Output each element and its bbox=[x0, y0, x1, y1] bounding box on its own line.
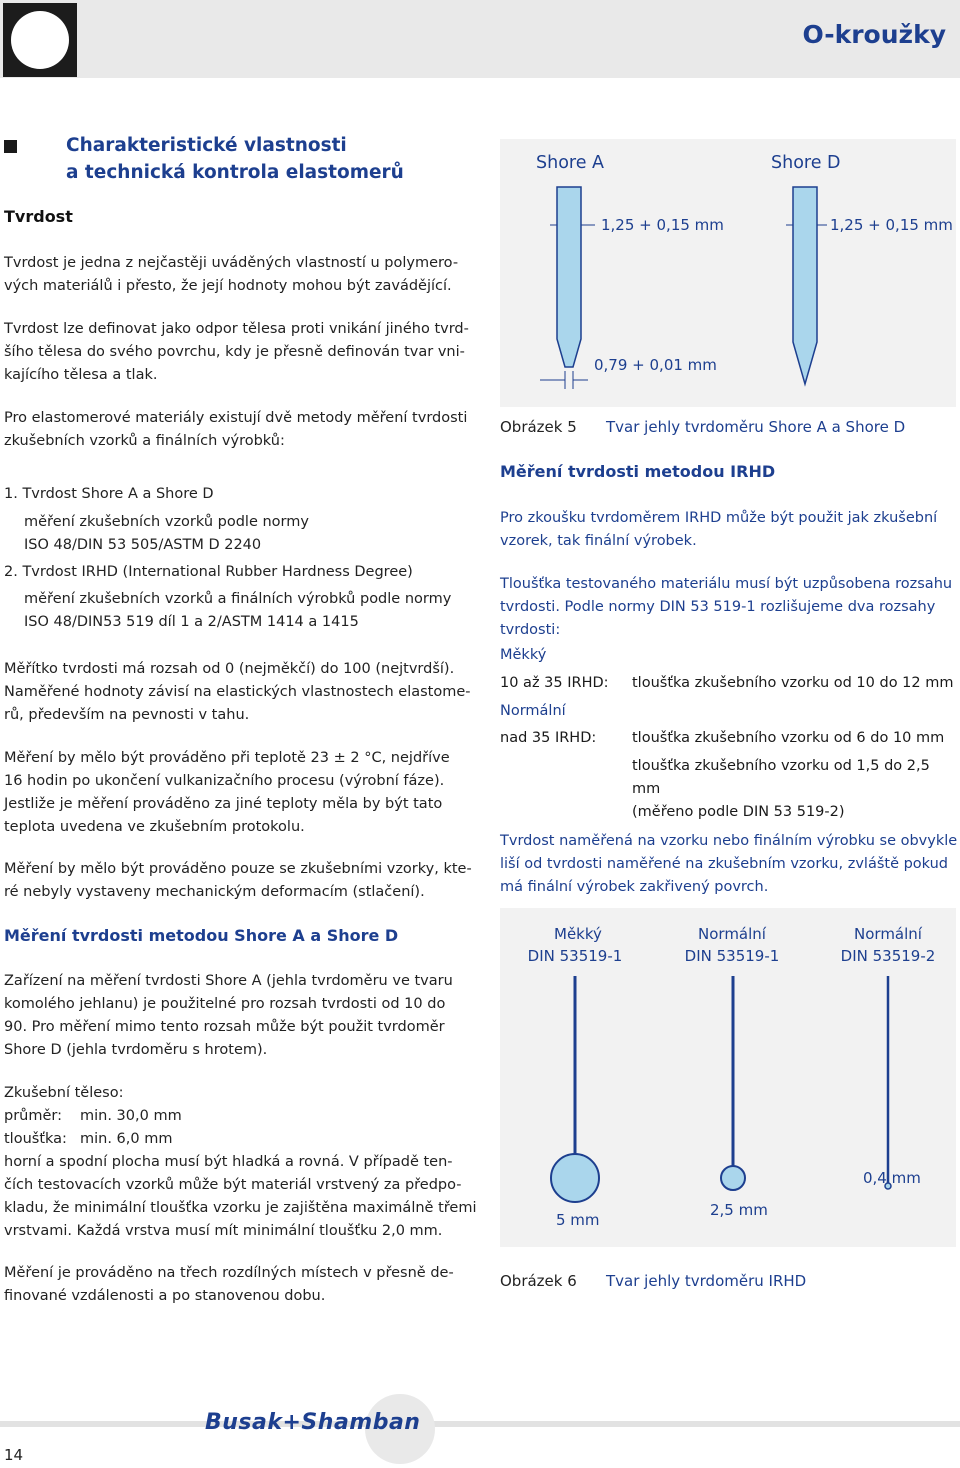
irhd-col-3-norm: DIN 53519-2 bbox=[840, 947, 936, 965]
logo-circle-icon bbox=[11, 11, 69, 69]
irhd-dimension-1: 5 mm bbox=[556, 1211, 600, 1229]
paragraph: Tvrdost naměřená na vzorku nebo finálním výrobku se obvykle liší od tvrdosti naměřené na zkušebním vzorku, zvláště pokud má finální výrobek zakřivený povrch. bbox=[500, 833, 958, 895]
subsection-heading: Měření tvrdosti metodou Shore A a Shore D bbox=[4, 926, 399, 945]
shore-a-label: Shore A bbox=[536, 153, 605, 173]
irhd-col-1-norm: DIN 53519-1 bbox=[527, 947, 623, 965]
page-number: 14 bbox=[4, 1446, 24, 1464]
range-description: tloušťka zkušebního vzorku od 10 do 12 mm bbox=[632, 675, 954, 691]
list-item: 2. Tvrdost IRHD (International Rubber Hardness Degree) bbox=[4, 564, 413, 580]
paragraph: Měřítko tvrdosti má rozsah od 0 (nejměkčí) do 100 (nejtvrdší). Naměřené hodnoty závisí na elastických vlastnostech elastome- rů, především na pevnosti v tahu. bbox=[4, 661, 471, 723]
shore-d-label: Shore D bbox=[771, 153, 841, 173]
irhd-col-2-label: Normální bbox=[698, 925, 766, 943]
paragraph: Tloušťka testovaného materiálu musí být uzpůsobena rozsahu tvrdosti. Podle normy DIN 53 519-1 rozlišujeme dva rozsahy tvrdosti: bbox=[500, 576, 953, 638]
shore-a-dimension: 1,25 + 0,15 mm bbox=[601, 216, 724, 234]
tip-dimension: 0,79 + 0,01 mm bbox=[594, 356, 717, 374]
figure-shore-needles bbox=[500, 139, 956, 407]
figure-caption-text: Tvar jehly tvrdoměru IRHD bbox=[606, 1272, 807, 1290]
paragraph: Zařízení na měření tvrdosti Shore A (jehla tvrdoměru ve tvaru komolého jehlanu) je použitelné pro rozsah tvrdosti od 10 do 90. Pro měření mimo tento rozsah může být použit tvrdoměr Shore D (jehla tvrdoměru s hrotem). bbox=[4, 973, 453, 1058]
section-heading-line: a technická kontrola elastomerů bbox=[66, 162, 404, 183]
figure-caption-text: Tvar jehly tvrdoměru Shore A a Shore D bbox=[606, 418, 906, 436]
shore-needle-drawing bbox=[500, 139, 956, 407]
section-heading bbox=[66, 132, 404, 186]
figure-irhd-needles bbox=[500, 908, 956, 1247]
paragraph: Tvrdost lze definovat jako odpor tělesa proti vnikání jiného tvrd- šího tělesa do svého povrchu, kdy je přesně definován tvar vni- kajícího tělesa a tlak. bbox=[4, 321, 469, 383]
page-title: O-kroužky bbox=[802, 20, 946, 49]
range-value: nad 35 IRHD: bbox=[500, 730, 597, 746]
subsection-heading: Tvrdost bbox=[4, 207, 73, 226]
paragraph: Měření by mělo být prováděno při teplotě 23 ± 2 °C, nejdříve 16 hodin po ukončení vulkanizačního procesu (výrobní fáze). Jestliže je měření prováděno za jiné teploty měla by být tato teplota uvedena ve zkušebním protokolu. bbox=[4, 750, 450, 835]
irhd-col-1-label: Měkký bbox=[554, 925, 602, 943]
list-item-detail: měření zkušebních vzorků podle normy ISO 48/DIN 53 505/ASTM D 2240 bbox=[24, 514, 309, 553]
figure-caption-number: Obrázek 6 bbox=[500, 1272, 577, 1290]
paragraph: Měření je prováděno na třech rozdílných místech v přesně de- finované vzdálenosti a po stanovenou dobu. bbox=[4, 1265, 454, 1304]
list-item-detail: měření zkušebních vzorků a finálních výrobků podle normy ISO 48/DIN53 519 díl 1 a 2/ASTM 1414 a 1415 bbox=[24, 591, 452, 630]
section-bullet-icon bbox=[4, 140, 17, 153]
paragraph: Zkušební těleso: průměr: min. 30,0 mm tloušťka: min. 6,0 mm horní a spodní plocha musí být hladká a rovná. V případě ten- čích testovacích vzorků může být materiál vrstvený za předpo- kladu, že minimální tloušťka vzorku je zajištěna maximálně třemi vrstvami. Každá vrstva musí mít minimální tloušťku 2,0 mm. bbox=[4, 1085, 477, 1239]
irhd-needle-1-ball bbox=[551, 1154, 599, 1202]
list-item: 1. Tvrdost Shore A a Shore D bbox=[4, 486, 214, 502]
irhd-col-2-norm: DIN 53519-1 bbox=[684, 947, 780, 965]
range-description: tloušťka zkušebního vzorku od 1,5 do 2,5 mm (měřeno podle DIN 53 519-2) bbox=[632, 758, 930, 820]
paragraph: Pro zkoušku tvrdoměrem IRHD může být použit jak zkušební vzorek, tak finální výrobek. bbox=[500, 510, 938, 549]
brand-logo: Busak+Shamban bbox=[205, 1410, 421, 1435]
paragraph: Pro elastomerové materiály existují dvě metody měření tvrdosti zkušebních vzorků a finálních výrobků: bbox=[4, 410, 468, 449]
irhd-dimension-2: 2,5 mm bbox=[710, 1201, 768, 1219]
range-value: 10 až 35 IRHD: bbox=[500, 675, 609, 691]
shore-d-needle bbox=[793, 187, 817, 384]
shore-a-needle bbox=[557, 187, 581, 367]
paragraph: Měření by mělo být prováděno pouze se zkušebními vzorky, kte- ré nebyly vystaveny mechanickým deformacím (stlačení). bbox=[4, 861, 472, 900]
subsection-heading: Měření tvrdosti metodou IRHD bbox=[500, 462, 776, 481]
paragraph: Tvrdost je jedna z nejčastěji uváděných vlastností u polymero- vých materiálů i přesto, že její hodnoty mohou být zavádějící. bbox=[4, 255, 459, 294]
footer-bar bbox=[0, 1421, 960, 1427]
irhd-col-3-label: Normální bbox=[854, 925, 922, 943]
range-label: Měkký bbox=[500, 647, 547, 663]
logo-mark bbox=[3, 3, 77, 77]
range-label: Normální bbox=[500, 703, 566, 719]
figure-caption-number: Obrázek 5 bbox=[500, 418, 577, 436]
irhd-needle-2-ball bbox=[721, 1166, 745, 1190]
range-description: tloušťka zkušebního vzorku od 6 do 10 mm bbox=[632, 730, 945, 746]
irhd-dimension-3: 0,4 mm bbox=[863, 1169, 921, 1187]
shore-d-dimension: 1,25 + 0,15 mm bbox=[830, 216, 953, 234]
section-heading-line: Charakteristické vlastnosti bbox=[66, 135, 347, 156]
